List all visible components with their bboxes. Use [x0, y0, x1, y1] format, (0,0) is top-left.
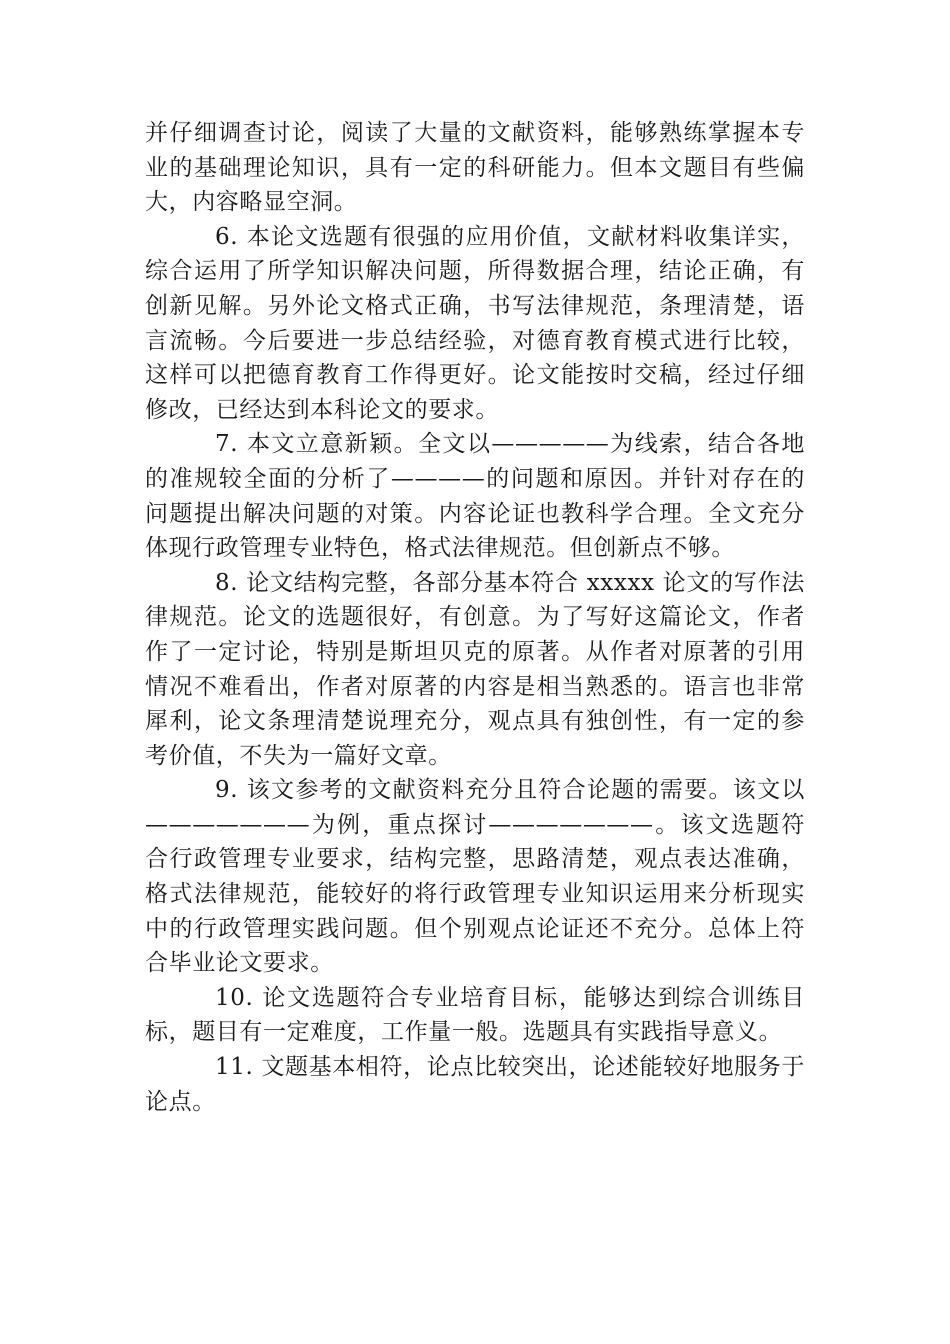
paragraph-item-6: 6. 本论文选题有很强的应用价值，文献材料收集详实，综合运用了所学知识解决问题，所得数据合理，结论正确，有创新见解。另外论文格式正确，书写法律规范，条理清楚，语言流畅。今后要进一步总结经验，对德育教育模式进行比较，这样可以把德育教育工作得更好。论文能按时交稿，经过仔细修改，已经达到本科论文的要求。	[145, 223, 805, 423]
paragraph-item-9: 9. 该文参考的文献资料充分且符合论题的需要。该文以———————为例，重点探讨———————。该文选题符合行政管理专业要求，结构完整，思路清楚，观点表达准确，格式法律规范，能较好的将行政管理专业知识运用来分析现实中的行政管理实践问题。但个别观点论证还不充分。总体上符合毕业论文要求。	[145, 777, 805, 977]
document-body	[145, 116, 805, 1119]
paragraph-item-7: 7. 本文立意新颖。全文以—————为线索，结合各地的准规较全面的分析了————的问题和原因。并针对存在的问题提出解决问题的对策。内容论证也教科学合理。全文充分体现行政管理专业特色，格式法律规范。但创新点不够。	[145, 431, 805, 562]
paragraph-continuation: 并仔细调查讨论，阅读了大量的文献资料，能够熟练掌握本专业的基础理论知识，具有一定的科研能力。但本文题目有些偏大，内容略显空洞。	[145, 120, 805, 216]
paragraph-item-11: 11. 文题基本相符，论点比较突出，论述能较好地服务于论点。	[145, 1054, 805, 1115]
paragraph-item-10: 10. 论文选题符合专业培育目标，能够达到综合训练目标，题目有一定难度，工作量一般。选题具有实践指导意义。	[145, 984, 805, 1046]
paragraph-item-8: 8. 论文结构完整，各部分基本符合 xxxxx 论文的写作法律规范。论文的选题很好，有创意。为了写好这篇论文，作者作了一定讨论，特别是斯坦贝克的原著。从作者对原著的引用情况不难看出，作者对原著的内容是相当熟悉的。语言也非常犀利，论文条理清楚说理充分，观点具有独创性，有一定的参考价值，不失为一篇好文章。	[145, 569, 805, 769]
